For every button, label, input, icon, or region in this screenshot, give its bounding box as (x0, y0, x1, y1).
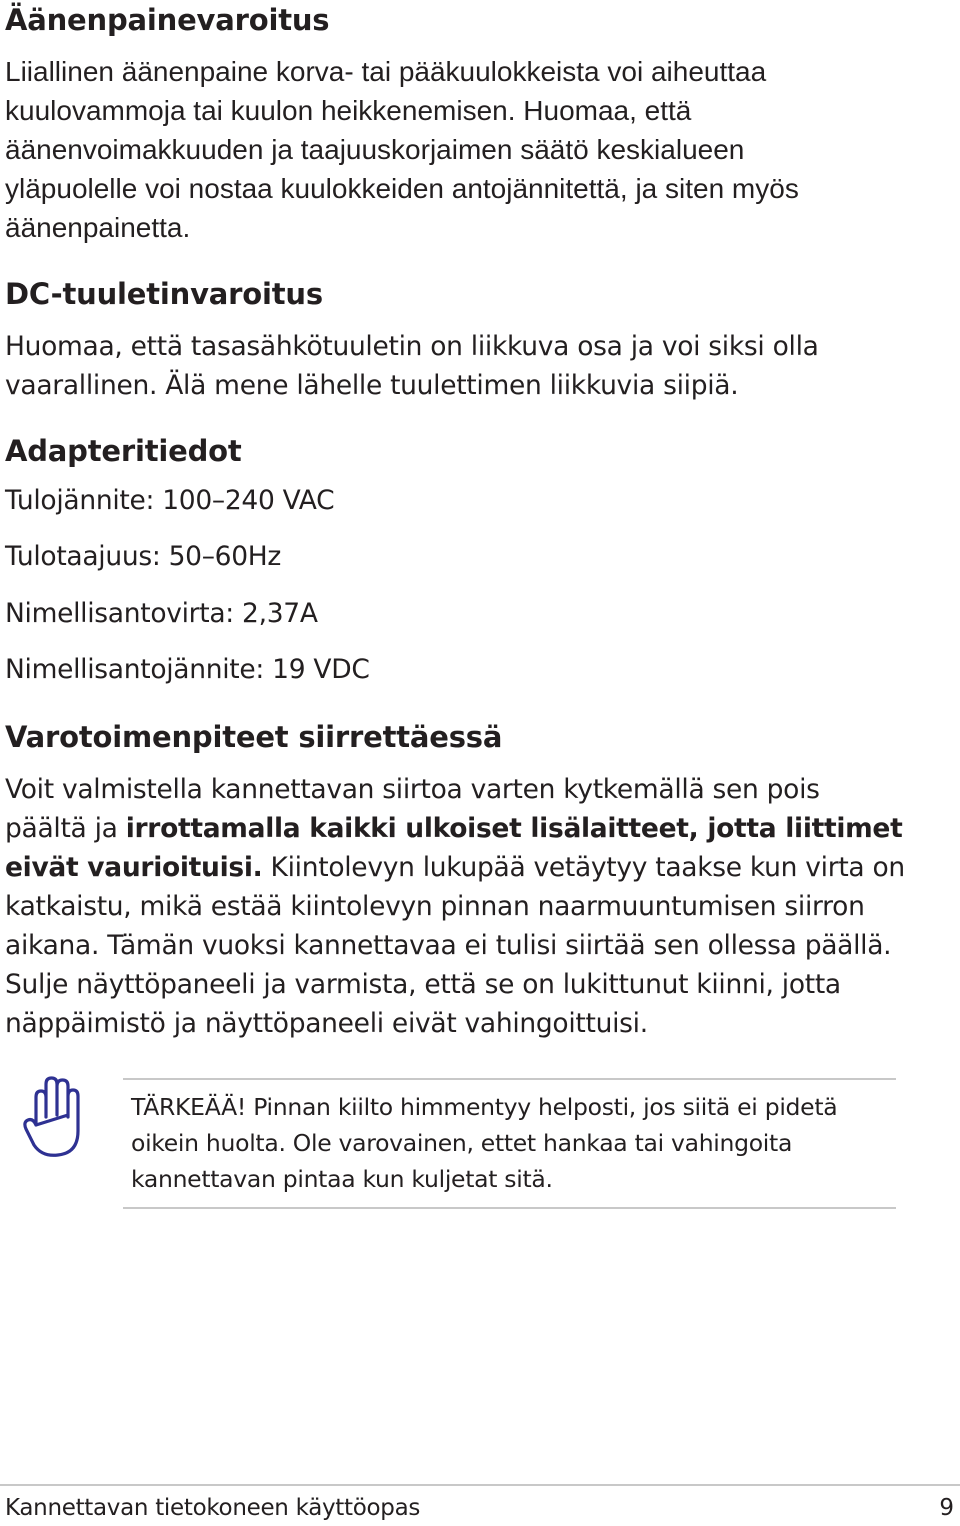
important-note-line-1: TÄRKEÄÄ! Pinnan kiilto himmentyy helposti, jos siitä ei pidetä (131, 1093, 838, 1121)
sound-pressure-text (5, 52, 799, 247)
adapter-rated-voltage: Nimellisantojännite: 19 VDC (5, 654, 370, 685)
transport-line-6: Sulje näyttöpaneeli ja varmista, että se on lukittunut kiinni, jotta (5, 969, 841, 1000)
sound-pressure-line-5: äänenpainetta. (5, 212, 191, 243)
transport-text (5, 770, 905, 1043)
heading-dc-fan-warning: DC-tuuletinvaroitus (5, 277, 323, 311)
footer-manual-title: Kannettavan tietokoneen käyttöopas (5, 1495, 421, 1521)
sound-pressure-line-4: yläpuolelle voi nostaa kuulokkeiden antojännitettä, ja siten myös (5, 173, 799, 204)
transport-line-2 (5, 809, 905, 848)
important-note-line-2: oikein huolta. Ole varovainen, ettet hankaa tai vahingoita (131, 1129, 793, 1157)
sound-pressure-line-1: Liiallinen äänenpaine korva- tai pääkuulokkeista voi aiheuttaa (5, 56, 767, 87)
footer-page-number: 9 (939, 1495, 954, 1521)
heading-transport-precautions: Varotoimenpiteet siirrettäessä (5, 720, 503, 754)
sound-pressure-line-2: kuulovammoja tai kuulon heikkenemisen. Huomaa, että (5, 95, 692, 126)
heading-sound-pressure-warning: Äänenpainevaroitus (5, 3, 330, 37)
transport-line-2-normal: päältä ja (5, 813, 126, 844)
transport-line-3 (5, 848, 905, 887)
dc-fan-line-1: Huomaa, että tasasähkötuuletin on liikkuva osa ja voi siksi olla (5, 331, 819, 362)
adapter-input-voltage: Tulojännite: 100–240 VAC (5, 485, 335, 516)
adapter-rated-current: Nimellisantovirta: 2,37A (5, 598, 318, 629)
sound-pressure-line-3: äänenvoimakkuuden ja taajuuskorjaimen säätö keskialueen (5, 134, 745, 165)
adapter-input-frequency: Tulotaajuus: 50–60Hz (5, 541, 282, 572)
transport-line-5: aikana. Tämän vuoksi kannettavaa ei tulisi siirtää sen ollessa päällä. (5, 930, 892, 961)
note-top-divider (123, 1078, 896, 1080)
note-bottom-divider (123, 1207, 896, 1209)
transport-line-3-bold: eivät vaurioituisi. (5, 852, 263, 883)
important-note-line-3: kannettavan pintaa kun kuljetat sitä. (131, 1165, 553, 1193)
heading-adapter-info: Adapteritiedot (5, 434, 242, 468)
transport-line-4: katkaistu, mikä estää kiintolevyn pinnan naarmuuntumisen siirron (5, 891, 865, 922)
important-note (131, 1089, 837, 1197)
transport-line-1: Voit valmistella kannettavan siirtoa varten kytkemällä sen pois (5, 774, 820, 805)
transport-line-3-normal: Kiintolevyn lukupää vetäytyy taakse kun virta on (262, 852, 905, 883)
hand-stop-icon (22, 1075, 88, 1161)
footer-divider (0, 1484, 960, 1486)
transport-line-2-bold: irrottamalla kaikki ulkoiset lisälaitteet, jotta liittimet (125, 813, 903, 844)
transport-line-7: näppäimistö ja näyttöpaneeli eivät vahingoittuisi. (5, 1008, 648, 1039)
dc-fan-text (5, 327, 819, 405)
dc-fan-line-2: vaarallinen. Älä mene lähelle tuulettimen liikkuvia siipiä. (5, 370, 739, 401)
